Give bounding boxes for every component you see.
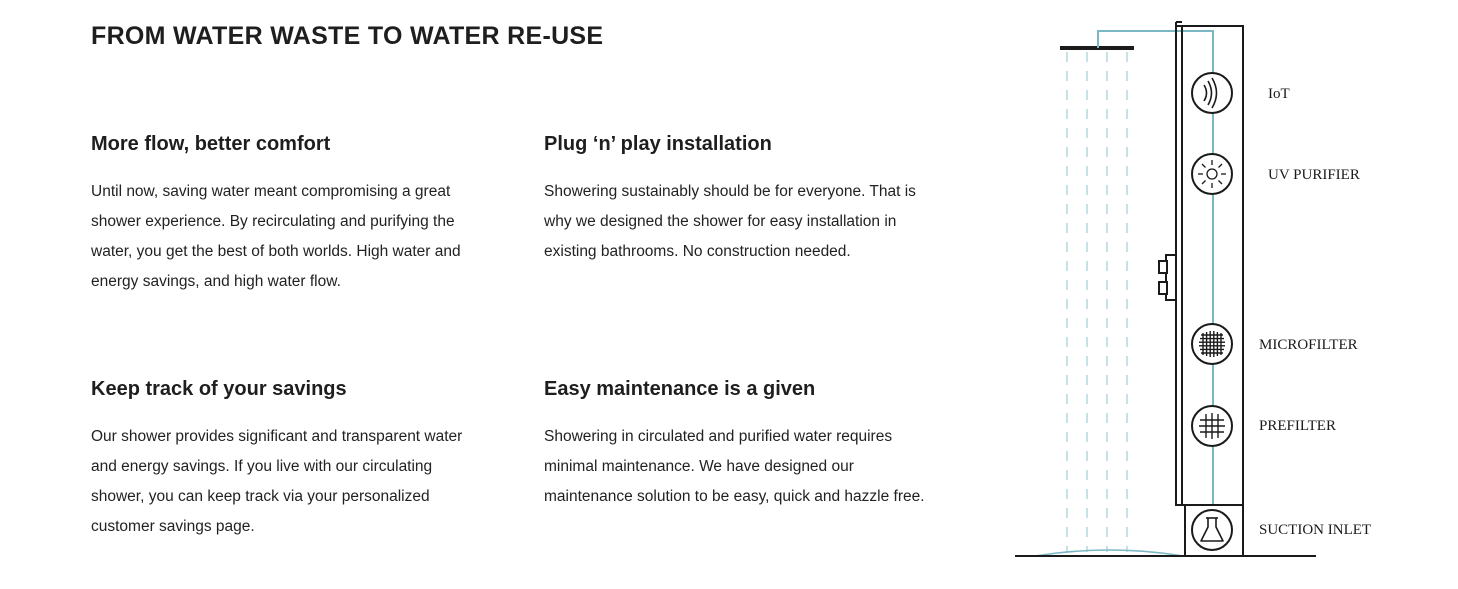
- feature-track-savings: [91, 376, 481, 542]
- feature-body: Until now, saving water meant compromising a great shower experience. By recirculating and purifying the water, you get the best of both worlds. High water and energy savings, and high water flow.: [91, 183, 461, 290]
- prefilter-grid-icon: [1192, 406, 1232, 446]
- feature-heading: More flow, better comfort: [91, 133, 331, 155]
- feature-flow-comfort: [91, 131, 481, 297]
- water-spray: [1067, 52, 1127, 552]
- feature-heading: Easy maintenance is a given: [544, 378, 816, 400]
- shower-diagram: [1000, 0, 1458, 589]
- feature-heading: Keep track of your savings: [91, 378, 347, 400]
- label-prefilter: PREFILTER: [1259, 418, 1336, 434]
- feature-easy-maintenance: [544, 376, 934, 512]
- label-microfilter: MICROFILTER: [1259, 337, 1358, 353]
- label-suction-inlet: SUCTION INLET: [1259, 522, 1372, 538]
- feature-body: Our shower provides significant and transparent water and energy savings. If you live with our circulating shower, you can keep track via your personalized customer savings page.: [91, 428, 463, 535]
- control-knobs: [1159, 255, 1176, 300]
- microfilter-grid-icon: [1192, 324, 1232, 364]
- feature-body: Showering in circulated and purified water requires minimal maintenance. We have designed our maintenance solution to be easy, quick and hazzle free.: [544, 428, 925, 505]
- feature-heading: Plug ‘n’ play installation: [544, 133, 772, 155]
- page-title: FROM WATER WASTE TO WATER RE-USE: [91, 22, 604, 50]
- label-uv-purifier: UV PURIFIER: [1268, 167, 1360, 183]
- shower-diagram-svg: [1000, 0, 1458, 589]
- feature-plug-n-play: [544, 131, 934, 267]
- feature-body: Showering sustainably should be for everyone. That is why we designed the shower for easy installation in existing bathrooms. No construction needed.: [544, 183, 916, 260]
- suction-flask-icon: [1192, 510, 1232, 550]
- iot-signal-icon: [1192, 73, 1232, 113]
- label-iot: IoT: [1268, 86, 1290, 102]
- uv-sun-icon: [1192, 154, 1232, 194]
